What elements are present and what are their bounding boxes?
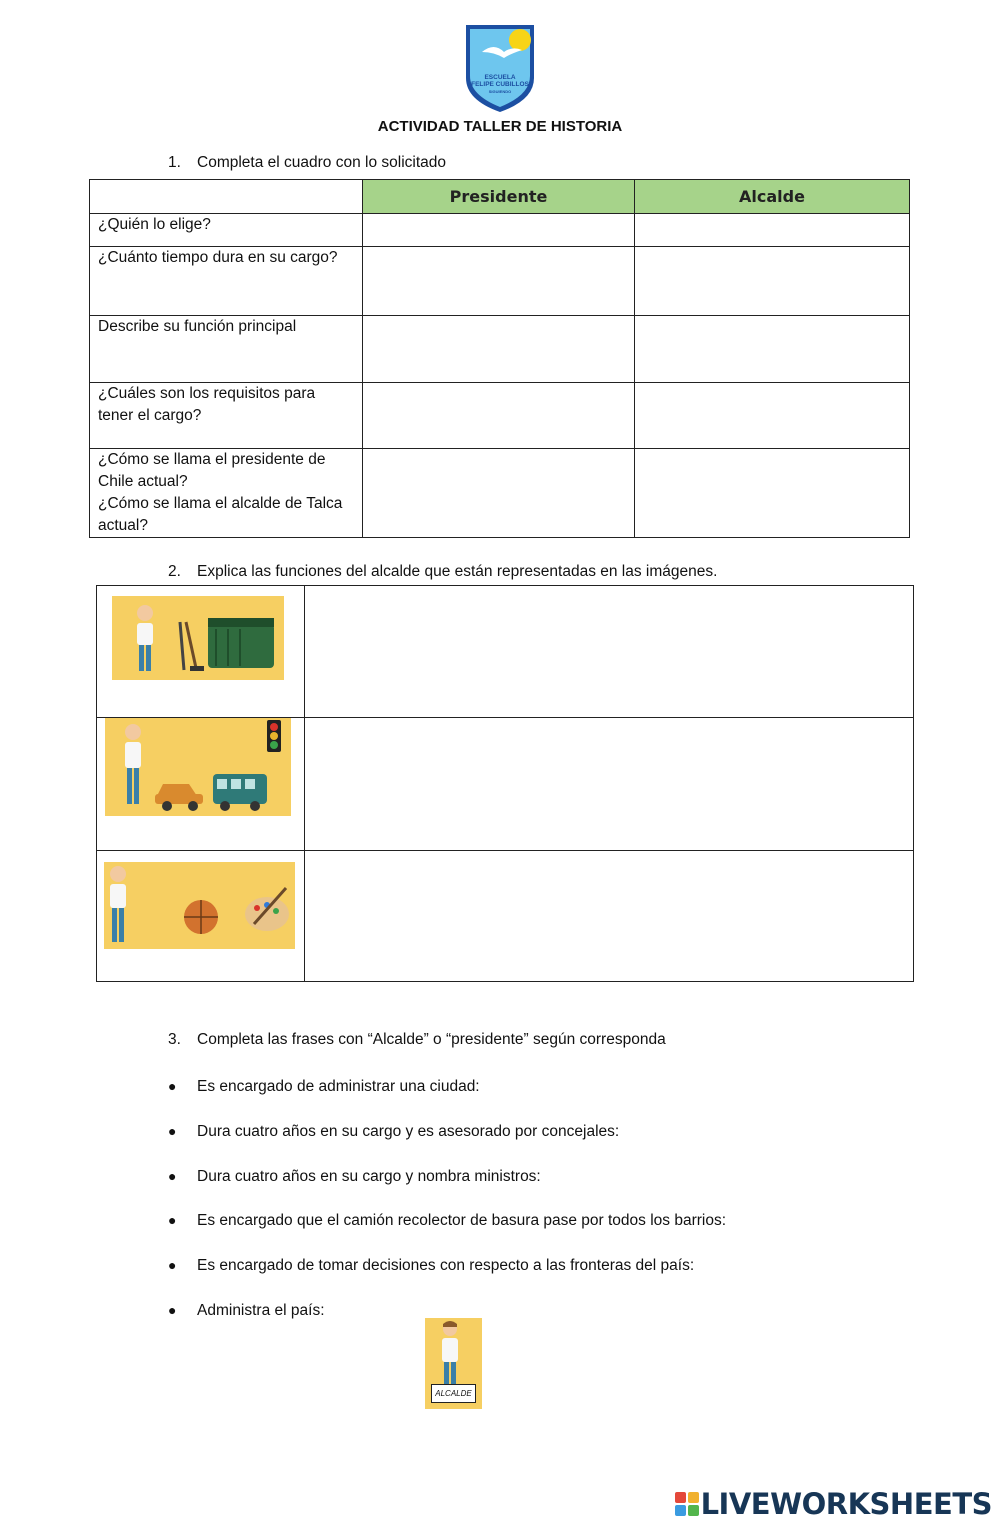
crest-line-1: ESCUELA [484, 74, 516, 81]
answer-cell-presidente[interactable] [363, 247, 635, 316]
image-cell [97, 851, 305, 982]
row-label-line: Chile actual? [98, 473, 188, 490]
question-1-text: Completa el cuadro con lo solicitado [197, 154, 446, 171]
row-label-line: ¿Cómo se llama el presidente de [98, 451, 326, 468]
answer-cell-alcalde[interactable] [635, 247, 910, 316]
question-2-number: 2. [168, 563, 181, 580]
answer-cell-presidente[interactable] [363, 383, 635, 449]
list-item-text: Es encargado de administrar una ciudad: [197, 1078, 480, 1095]
comparison-table [89, 179, 910, 538]
question-2 [168, 563, 717, 581]
question-1 [168, 154, 446, 172]
answer-cell-alcalde[interactable] [635, 383, 910, 449]
image-cell [97, 718, 305, 851]
question-3-text: Completa las frases con “Alcalde” o “presidente” según corresponda [197, 1031, 666, 1048]
functions-table [96, 585, 914, 982]
list-item-text: Dura cuatro años en su cargo y nombra ministros: [197, 1168, 541, 1185]
list-item-text: Es encargado que el camión recolector de basura pase por todos los barrios: [197, 1212, 727, 1229]
answer-cell-presidente[interactable] [363, 449, 635, 538]
list-item: ● Dura cuatro años en su cargo y es asesorado por concejales: [168, 1123, 620, 1140]
question-1-number: 1. [168, 154, 181, 171]
crest-line-2: FELIPE CUBILLOS [471, 81, 529, 88]
list-item: ● Es encargado que el camión recolector de basura pase por todos los barrios: [168, 1212, 727, 1229]
row-label-line: tener el cargo? [98, 407, 202, 424]
answer-cell-function-3[interactable] [305, 851, 914, 982]
answer-cell-alcalde[interactable] [635, 316, 910, 383]
alcalde-card-label: ALCALDE [431, 1384, 476, 1403]
alcalde-drag-card[interactable] [425, 1318, 482, 1409]
question-3 [168, 1031, 666, 1049]
row-label-line: actual? [98, 517, 148, 534]
answer-cell-function-2[interactable] [305, 718, 914, 851]
row-label-line: ¿Cómo se llama el alcalde de Talca [98, 495, 343, 512]
school-crest [462, 22, 538, 114]
question-3-number: 3. [168, 1031, 181, 1048]
crest-line-3: SIGUIENDO [488, 89, 512, 94]
question-2-text: Explica las funciones del alcalde que están representadas en las imágenes. [197, 563, 718, 580]
header-alcalde: Alcalde [635, 180, 910, 214]
row-label [90, 449, 363, 538]
page-title: ACTIVIDAD TALLER DE HISTORIA [377, 118, 623, 135]
list-item: ● Administra el país: [168, 1302, 325, 1319]
row-label-line: ¿Quién lo elige? [98, 216, 211, 233]
list-item-text: Administra el país: [197, 1302, 325, 1319]
list-item-text: Es encargado de tomar decisiones con respecto a las fronteras del país: [197, 1257, 695, 1274]
list-item-text: Dura cuatro años en su cargo y es asesorado por concejales: [197, 1123, 620, 1140]
image-cell [97, 586, 305, 718]
list-item: ● Es encargado de administrar una ciudad: [168, 1078, 480, 1095]
answer-cell-presidente[interactable] [363, 316, 635, 383]
list-item: ● Dura cuatro años en su cargo y nombra ministros: [168, 1168, 541, 1185]
header-presidente: Presidente [363, 180, 635, 214]
answer-cell-alcalde[interactable] [635, 214, 910, 247]
answer-cell-presidente[interactable] [363, 214, 635, 247]
row-label-line: ¿Cuánto tiempo dura en su cargo? [98, 249, 338, 266]
table-corner-cell [90, 180, 363, 214]
liveworksheets-logo-icon [675, 1492, 699, 1516]
transport-illustration [105, 718, 291, 816]
cleaning-illustration [112, 596, 284, 680]
row-label [90, 383, 363, 449]
row-label [90, 247, 363, 316]
answer-cell-alcalde[interactable] [635, 449, 910, 538]
answer-cell-function-1[interactable] [305, 586, 914, 718]
row-label-line: Describe su función principal [98, 318, 297, 335]
sports-culture-illustration [104, 862, 295, 949]
list-item: ● Es encargado de tomar decisiones con respecto a las fronteras del país: [168, 1257, 695, 1274]
row-label-line: ¿Cuáles son los requisitos para [98, 385, 316, 402]
liveworksheets-brand: LIVEWORKSHEETS [700, 1487, 992, 1521]
row-label [90, 214, 363, 247]
liveworksheets-logo [675, 1488, 992, 1520]
row-label [90, 316, 363, 383]
